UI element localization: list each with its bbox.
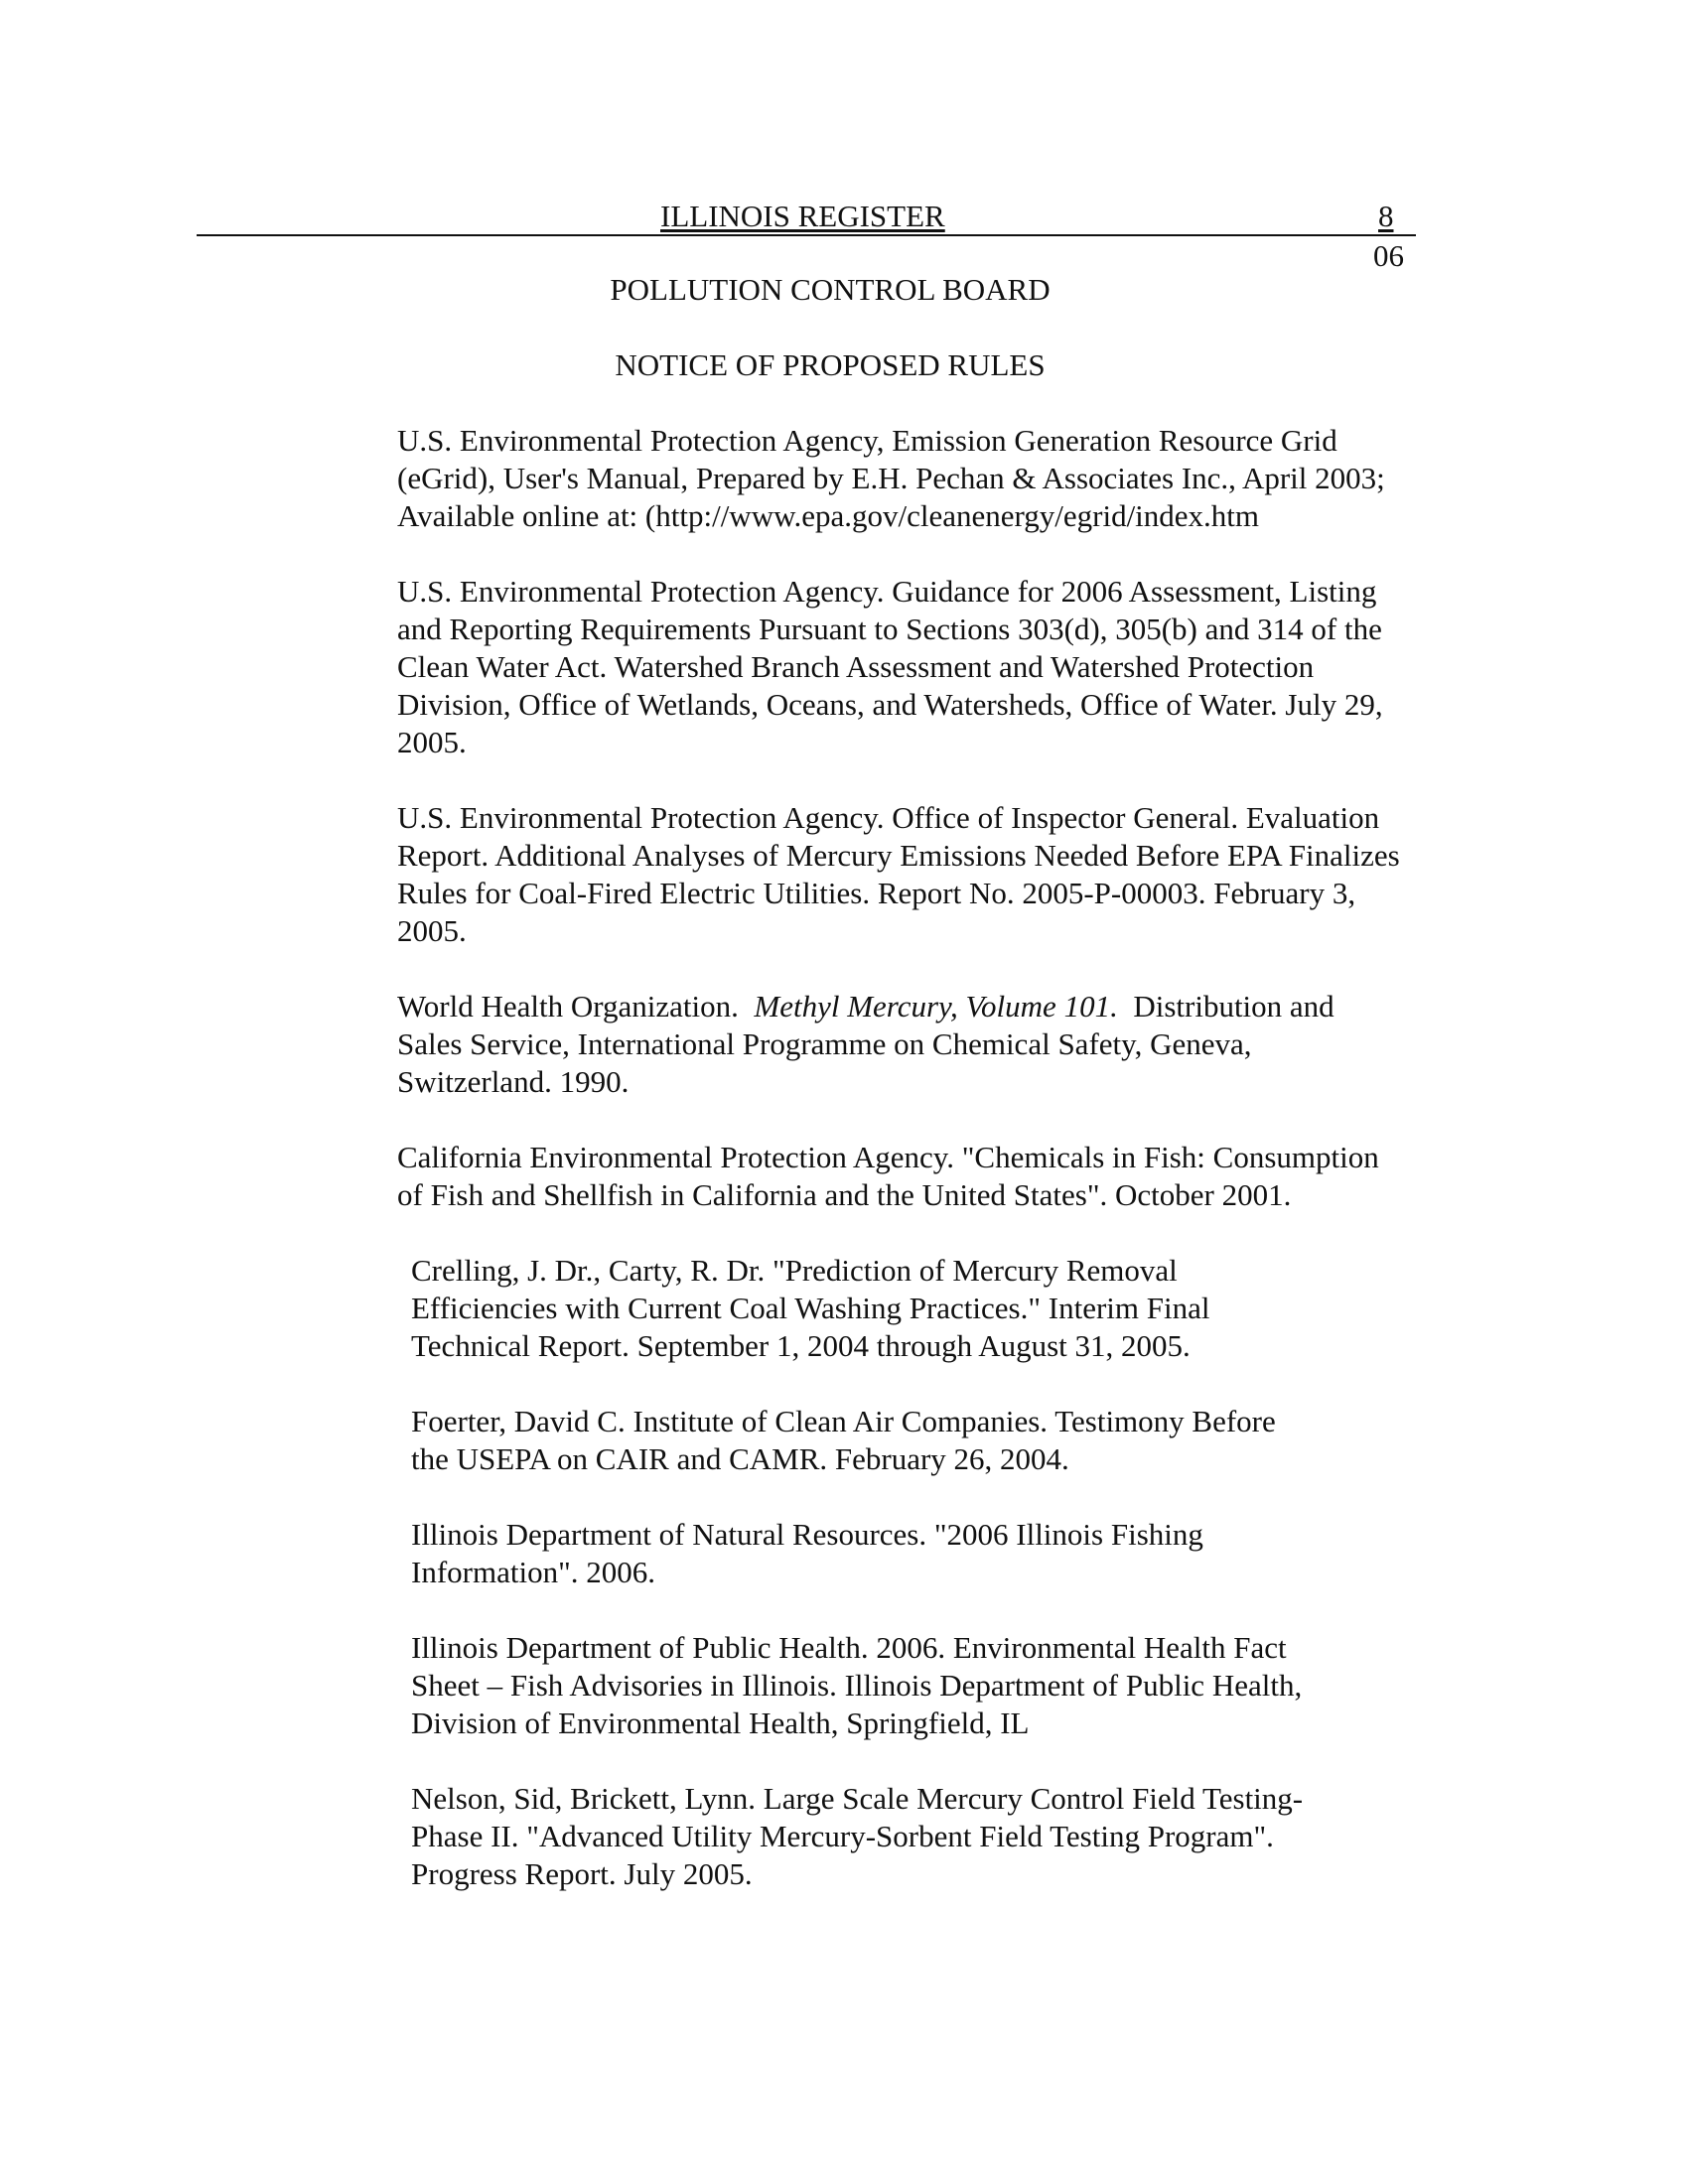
notice-heading: NOTICE OF PROPOSED RULES [615,347,1046,382]
reference-line: Division of Environmental Health, Springfield, IL [411,1706,1030,1740]
reference-line: 2005. [397,913,467,948]
reference-item [397,422,1489,535]
reference-line: Illinois Department of Public Health. 2006. Environmental Health Fact [411,1630,1287,1665]
register-title: ILLINOIS REGISTER [660,199,945,233]
reference-text: Distribution and [1117,989,1334,1024]
issue-number: 06 [1373,238,1404,273]
reference-line: of Fish and Shellfish in California and the United States". October 2001. [397,1177,1292,1212]
reference-item [397,799,1489,950]
page-number: 8 [1378,199,1394,233]
reference-line: U.S. Environmental Protection Agency. Office of Inspector General. Evaluation [397,800,1380,835]
reference-line: Rules for Coal-Fired Electric Utilities. Report No. 2005-P-00003. February 3, [397,876,1356,910]
reference-line: California Environmental Protection Agency. "Chemicals in Fish: Consumption [397,1140,1379,1174]
reference-line: U.S. Environmental Protection Agency, Emission Generation Resource Grid [397,423,1337,458]
reference-line: Crelling, J. Dr., Carty, R. Dr. "Prediction of Mercury Removal [411,1253,1178,1288]
reference-line: Report. Additional Analyses of Mercury Emissions Needed Before EPA Finalizes [397,838,1400,873]
reference-item [397,988,1489,1101]
reference-line: Phase II. "Advanced Utility Mercury-Sorbent Field Testing Program". [411,1819,1274,1853]
reference-line: Information". 2006. [411,1555,655,1589]
reference-item [411,1252,1489,1365]
reference-line: 2005. [397,725,467,759]
reference-text: World Health Organization. [397,989,755,1024]
reference-list [397,422,1489,1931]
reference-line: Technical Report. September 1, 2004 through August 31, 2005. [411,1328,1191,1363]
reference-italic-title: Methyl Mercury, Volume 101. [754,989,1118,1024]
header-rule [197,234,1416,236]
reference-line: Nelson, Sid, Brickett, Lynn. Large Scale Mercury Control Field Testing- [411,1781,1304,1816]
reference-line: Sheet – Fish Advisories in Illinois. Illinois Department of Public Health, [411,1668,1303,1703]
reference-item [411,1780,1489,1893]
reference-line: Progress Report. July 2005. [411,1856,753,1891]
reference-line [397,988,1489,1025]
reference-item [397,573,1489,761]
reference-item [411,1403,1489,1478]
reference-item [411,1516,1489,1591]
reference-line: and Reporting Requirements Pursuant to Sections 303(d), 305(b) and 314 of the [397,612,1382,646]
reference-line: Division, Office of Wetlands, Oceans, and Watersheds, Office of Water. July 29, [397,687,1383,722]
reference-line: Clean Water Act. Watershed Branch Assessment and Watershed Protection [397,649,1315,684]
reference-item [411,1629,1489,1742]
reference-line: the USEPA on CAIR and CAMR. February 26, 2004. [411,1441,1069,1476]
reference-line: Switzerland. 1990. [397,1064,630,1099]
reference-line: (eGrid), User's Manual, Prepared by E.H. Pechan & Associates Inc., April 2003; [397,461,1385,495]
agency-heading: POLLUTION CONTROL BOARD [610,272,1051,307]
reference-line: U.S. Environmental Protection Agency. Guidance for 2006 Assessment, Listing [397,574,1377,609]
reference-line: Available online at: (http://www.epa.gov/cleanenergy/egrid/index.htm [397,498,1260,533]
reference-line: Illinois Department of Natural Resources. "2006 Illinois Fishing [411,1517,1203,1552]
reference-line: Foerter, David C. Institute of Clean Air Companies. Testimony Before [411,1404,1276,1438]
reference-line: Sales Service, International Programme on Chemical Safety, Geneva, [397,1026,1252,1061]
reference-line: Efficiencies with Current Coal Washing Practices." Interim Final [411,1291,1210,1325]
reference-item [397,1139,1489,1214]
